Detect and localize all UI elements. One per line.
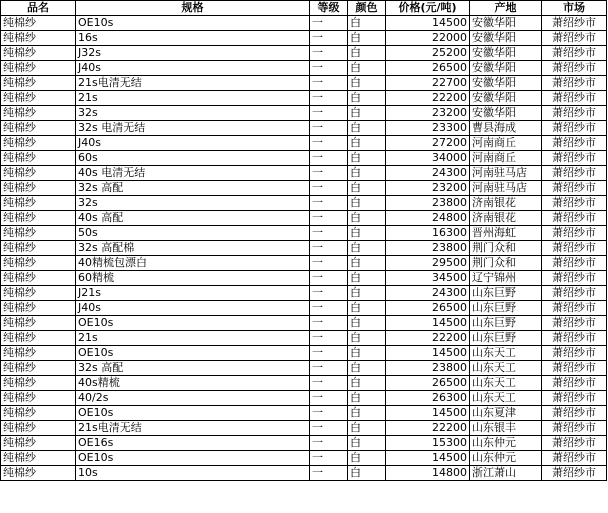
cell-product: 纯棉纱 [1, 166, 76, 181]
cell-color: 白 [348, 31, 386, 46]
cell-grade: 一 [310, 151, 348, 166]
cell-product: 纯棉纱 [1, 301, 76, 316]
cell-color: 白 [348, 136, 386, 151]
table-row [1, 181, 607, 196]
cell-market: 萧绍纱市 [542, 286, 607, 301]
cell-grade: 一 [310, 16, 348, 31]
header-market: 市场 [542, 1, 607, 16]
cell-color: 白 [348, 241, 386, 256]
cell-price: 26500 [386, 301, 470, 316]
cell-grade: 一 [310, 196, 348, 211]
cell-origin: 安徽华阳 [470, 31, 542, 46]
cell-price: 27200 [386, 136, 470, 151]
table-row [1, 391, 607, 406]
cell-market: 萧绍纱市 [542, 31, 607, 46]
cell-color: 白 [348, 181, 386, 196]
cell-product: 纯棉纱 [1, 61, 76, 76]
cell-origin: 晋州海虹 [470, 226, 542, 241]
cell-product: 纯棉纱 [1, 121, 76, 136]
cell-origin: 山东天工 [470, 361, 542, 376]
table-row [1, 136, 607, 151]
table-row [1, 166, 607, 181]
cell-spec: 21s [76, 91, 310, 106]
cell-market: 萧绍纱市 [542, 211, 607, 226]
cell-grade: 一 [310, 301, 348, 316]
cell-product: 纯棉纱 [1, 211, 76, 226]
cell-spec: 32s 电清无结 [76, 121, 310, 136]
cell-origin: 山东巨野 [470, 286, 542, 301]
table-row [1, 76, 607, 91]
cell-product: 纯棉纱 [1, 241, 76, 256]
table-row [1, 361, 607, 376]
table-body [1, 16, 607, 481]
cell-origin: 安徽华阳 [470, 16, 542, 31]
table-row [1, 226, 607, 241]
cell-spec: 40s精梳 [76, 376, 310, 391]
cell-color: 白 [348, 76, 386, 91]
cell-spec: 21s电清无结 [76, 421, 310, 436]
cell-grade: 一 [310, 466, 348, 481]
cell-price: 23300 [386, 121, 470, 136]
cell-price: 24800 [386, 211, 470, 226]
cell-market: 萧绍纱市 [542, 316, 607, 331]
cell-color: 白 [348, 121, 386, 136]
cell-product: 纯棉纱 [1, 16, 76, 31]
cell-grade: 一 [310, 451, 348, 466]
cell-product: 纯棉纱 [1, 91, 76, 106]
cell-grade: 一 [310, 166, 348, 181]
cell-origin: 浙江萧山 [470, 466, 542, 481]
cell-origin: 山东天工 [470, 391, 542, 406]
cell-product: 纯棉纱 [1, 256, 76, 271]
table-row [1, 16, 607, 31]
header-product: 品名 [1, 1, 76, 16]
cell-origin: 山东天工 [470, 376, 542, 391]
cell-product: 纯棉纱 [1, 376, 76, 391]
table-row [1, 451, 607, 466]
cell-market: 萧绍纱市 [542, 61, 607, 76]
cell-spec: 21s [76, 331, 310, 346]
cell-market: 萧绍纱市 [542, 466, 607, 481]
table-row [1, 91, 607, 106]
cell-price: 26500 [386, 61, 470, 76]
cell-market: 萧绍纱市 [542, 346, 607, 361]
table-row [1, 106, 607, 121]
cell-color: 白 [348, 106, 386, 121]
cell-spec: 40/2s [76, 391, 310, 406]
cell-market: 萧绍纱市 [542, 121, 607, 136]
cell-color: 白 [348, 436, 386, 451]
cell-spec: 10s [76, 466, 310, 481]
cell-price: 14500 [386, 346, 470, 361]
table-row [1, 331, 607, 346]
cell-price: 15300 [386, 436, 470, 451]
cell-grade: 一 [310, 286, 348, 301]
cell-product: 纯棉纱 [1, 46, 76, 61]
cell-grade: 一 [310, 226, 348, 241]
table-row [1, 256, 607, 271]
cell-product: 纯棉纱 [1, 31, 76, 46]
cell-color: 白 [348, 61, 386, 76]
cell-origin: 山东巨野 [470, 301, 542, 316]
cell-price: 14500 [386, 406, 470, 421]
cell-spec: 32s 高配棉 [76, 241, 310, 256]
cell-market: 萧绍纱市 [542, 196, 607, 211]
cell-product: 纯棉纱 [1, 136, 76, 151]
cell-origin: 安徽华阳 [470, 91, 542, 106]
cell-market: 萧绍纱市 [542, 331, 607, 346]
cell-color: 白 [348, 316, 386, 331]
table-row [1, 211, 607, 226]
cell-spec: 32s 高配 [76, 361, 310, 376]
cell-color: 白 [348, 271, 386, 286]
cell-price: 34000 [386, 151, 470, 166]
cell-market: 萧绍纱市 [542, 106, 607, 121]
cell-product: 纯棉纱 [1, 226, 76, 241]
table-row [1, 241, 607, 256]
table-row [1, 46, 607, 61]
cell-grade: 一 [310, 421, 348, 436]
cell-color: 白 [348, 466, 386, 481]
table-row [1, 316, 607, 331]
cell-spec: 32s [76, 196, 310, 211]
cell-market: 萧绍纱市 [542, 16, 607, 31]
cell-color: 白 [348, 226, 386, 241]
cell-product: 纯棉纱 [1, 451, 76, 466]
cell-grade: 一 [310, 106, 348, 121]
cell-spec: J21s [76, 286, 310, 301]
cell-grade: 一 [310, 316, 348, 331]
cell-market: 萧绍纱市 [542, 151, 607, 166]
cell-product: 纯棉纱 [1, 436, 76, 451]
cell-origin: 辽宁锦州 [470, 271, 542, 286]
table-row [1, 151, 607, 166]
cell-market: 萧绍纱市 [542, 271, 607, 286]
cell-origin: 山东仲元 [470, 436, 542, 451]
cell-market: 萧绍纱市 [542, 391, 607, 406]
cell-origin: 济南银花 [470, 196, 542, 211]
cell-spec: J40s [76, 61, 310, 76]
cell-market: 萧绍纱市 [542, 421, 607, 436]
cell-color: 白 [348, 376, 386, 391]
cell-spec: OE10s [76, 316, 310, 331]
cell-grade: 一 [310, 136, 348, 151]
cell-spec: 16s [76, 31, 310, 46]
cell-spec: 60s [76, 151, 310, 166]
table-row [1, 286, 607, 301]
cell-grade: 一 [310, 406, 348, 421]
table-row [1, 421, 607, 436]
table-row [1, 301, 607, 316]
cell-price: 25200 [386, 46, 470, 61]
table-row [1, 466, 607, 481]
cell-origin: 山东天工 [470, 346, 542, 361]
cell-grade: 一 [310, 271, 348, 286]
cell-origin: 山东银丰 [470, 421, 542, 436]
cell-grade: 一 [310, 256, 348, 271]
cell-color: 白 [348, 256, 386, 271]
cell-origin: 荆门众和 [470, 256, 542, 271]
cell-price: 23200 [386, 181, 470, 196]
cell-product: 纯棉纱 [1, 106, 76, 121]
cell-origin: 山东巨野 [470, 331, 542, 346]
cell-spec: 21s电清无结 [76, 76, 310, 91]
cell-grade: 一 [310, 91, 348, 106]
cell-color: 白 [348, 361, 386, 376]
cell-spec: 32s 高配 [76, 181, 310, 196]
cell-color: 白 [348, 301, 386, 316]
cell-product: 纯棉纱 [1, 361, 76, 376]
cell-product: 纯棉纱 [1, 271, 76, 286]
cell-origin: 山东巨野 [470, 316, 542, 331]
cell-price: 14500 [386, 16, 470, 31]
cell-spec: 60精梳 [76, 271, 310, 286]
cell-origin: 河南商丘 [470, 136, 542, 151]
table-row [1, 346, 607, 361]
cell-price: 24300 [386, 286, 470, 301]
table-row [1, 271, 607, 286]
cell-market: 萧绍纱市 [542, 406, 607, 421]
cell-origin: 山东夏津 [470, 406, 542, 421]
cell-price: 14800 [386, 466, 470, 481]
header-price: 价格(元/吨) [386, 1, 470, 16]
cell-spec: J40s [76, 136, 310, 151]
cell-grade: 一 [310, 121, 348, 136]
cell-product: 纯棉纱 [1, 286, 76, 301]
cell-product: 纯棉纱 [1, 346, 76, 361]
cell-origin: 安徽华阳 [470, 46, 542, 61]
cell-price: 26500 [386, 376, 470, 391]
cell-market: 萧绍纱市 [542, 46, 607, 61]
cell-spec: OE10s [76, 346, 310, 361]
cell-product: 纯棉纱 [1, 316, 76, 331]
cell-price: 22200 [386, 331, 470, 346]
cell-spec: J40s [76, 301, 310, 316]
cell-product: 纯棉纱 [1, 196, 76, 211]
cell-origin: 河南驻马店 [470, 181, 542, 196]
cell-origin: 安徽华阳 [470, 61, 542, 76]
cell-grade: 一 [310, 76, 348, 91]
cell-grade: 一 [310, 241, 348, 256]
cell-origin: 山东仲元 [470, 451, 542, 466]
cell-market: 萧绍纱市 [542, 226, 607, 241]
cell-grade: 一 [310, 31, 348, 46]
cell-price: 22200 [386, 421, 470, 436]
table-row [1, 406, 607, 421]
cell-price: 22200 [386, 91, 470, 106]
cell-color: 白 [348, 91, 386, 106]
cell-spec: OE16s [76, 436, 310, 451]
cell-market: 萧绍纱市 [542, 436, 607, 451]
cell-price: 14500 [386, 451, 470, 466]
cell-spec: 50s [76, 226, 310, 241]
cell-color: 白 [348, 391, 386, 406]
cell-origin: 安徽华阳 [470, 76, 542, 91]
cell-origin: 济南银花 [470, 211, 542, 226]
cell-spec: OE10s [76, 16, 310, 31]
header-color: 颜色 [348, 1, 386, 16]
cell-market: 萧绍纱市 [542, 136, 607, 151]
cell-market: 萧绍纱市 [542, 166, 607, 181]
cell-grade: 一 [310, 181, 348, 196]
cell-market: 萧绍纱市 [542, 181, 607, 196]
cell-price: 23800 [386, 241, 470, 256]
cell-market: 萧绍纱市 [542, 256, 607, 271]
cell-product: 纯棉纱 [1, 421, 76, 436]
cell-color: 白 [348, 151, 386, 166]
cell-product: 纯棉纱 [1, 181, 76, 196]
cell-grade: 一 [310, 211, 348, 226]
cell-price: 22700 [386, 76, 470, 91]
cell-market: 萧绍纱市 [542, 451, 607, 466]
table-row [1, 121, 607, 136]
cell-spec: 40s 高配 [76, 211, 310, 226]
cell-price: 22000 [386, 31, 470, 46]
cell-price: 23800 [386, 361, 470, 376]
cell-color: 白 [348, 196, 386, 211]
cell-market: 萧绍纱市 [542, 241, 607, 256]
cell-product: 纯棉纱 [1, 151, 76, 166]
cell-product: 纯棉纱 [1, 391, 76, 406]
cell-product: 纯棉纱 [1, 466, 76, 481]
header-origin: 产地 [470, 1, 542, 16]
table-row [1, 61, 607, 76]
cell-product: 纯棉纱 [1, 331, 76, 346]
cell-grade: 一 [310, 376, 348, 391]
cell-market: 萧绍纱市 [542, 76, 607, 91]
cell-color: 白 [348, 16, 386, 31]
cell-market: 萧绍纱市 [542, 376, 607, 391]
cell-color: 白 [348, 211, 386, 226]
cell-price: 14500 [386, 316, 470, 331]
cell-color: 白 [348, 346, 386, 361]
cell-price: 34500 [386, 271, 470, 286]
header-row [1, 1, 607, 16]
cell-grade: 一 [310, 361, 348, 376]
cell-origin: 河南商丘 [470, 151, 542, 166]
cell-color: 白 [348, 451, 386, 466]
cell-color: 白 [348, 406, 386, 421]
cell-market: 萧绍纱市 [542, 91, 607, 106]
cell-origin: 安徽华阳 [470, 106, 542, 121]
cell-color: 白 [348, 166, 386, 181]
cell-origin: 荆门众和 [470, 241, 542, 256]
cell-color: 白 [348, 286, 386, 301]
header-grade: 等级 [310, 1, 348, 16]
cell-color: 白 [348, 421, 386, 436]
cell-color: 白 [348, 46, 386, 61]
cell-grade: 一 [310, 331, 348, 346]
cell-price: 29500 [386, 256, 470, 271]
cell-origin: 河南驻马店 [470, 166, 542, 181]
cell-market: 萧绍纱市 [542, 301, 607, 316]
cell-price: 26300 [386, 391, 470, 406]
cell-spec: OE10s [76, 406, 310, 421]
table-row [1, 376, 607, 391]
cell-product: 纯棉纱 [1, 76, 76, 91]
cell-spec: 32s [76, 106, 310, 121]
table-row [1, 196, 607, 211]
cell-spec: J32s [76, 46, 310, 61]
table-row [1, 436, 607, 451]
cell-market: 萧绍纱市 [542, 361, 607, 376]
cell-grade: 一 [310, 346, 348, 361]
cell-product: 纯棉纱 [1, 406, 76, 421]
cell-price: 16300 [386, 226, 470, 241]
cell-color: 白 [348, 331, 386, 346]
cell-spec: 40精梳包漂白 [76, 256, 310, 271]
cell-price: 23800 [386, 196, 470, 211]
cell-grade: 一 [310, 391, 348, 406]
cell-spec: 40s 电清无结 [76, 166, 310, 181]
cell-price: 24300 [386, 166, 470, 181]
cell-price: 23200 [386, 106, 470, 121]
table-row [1, 31, 607, 46]
cell-spec: OE10s [76, 451, 310, 466]
cell-grade: 一 [310, 61, 348, 76]
cell-grade: 一 [310, 436, 348, 451]
cell-origin: 曹县海成 [470, 121, 542, 136]
header-spec: 规格 [76, 1, 310, 16]
cell-grade: 一 [310, 46, 348, 61]
